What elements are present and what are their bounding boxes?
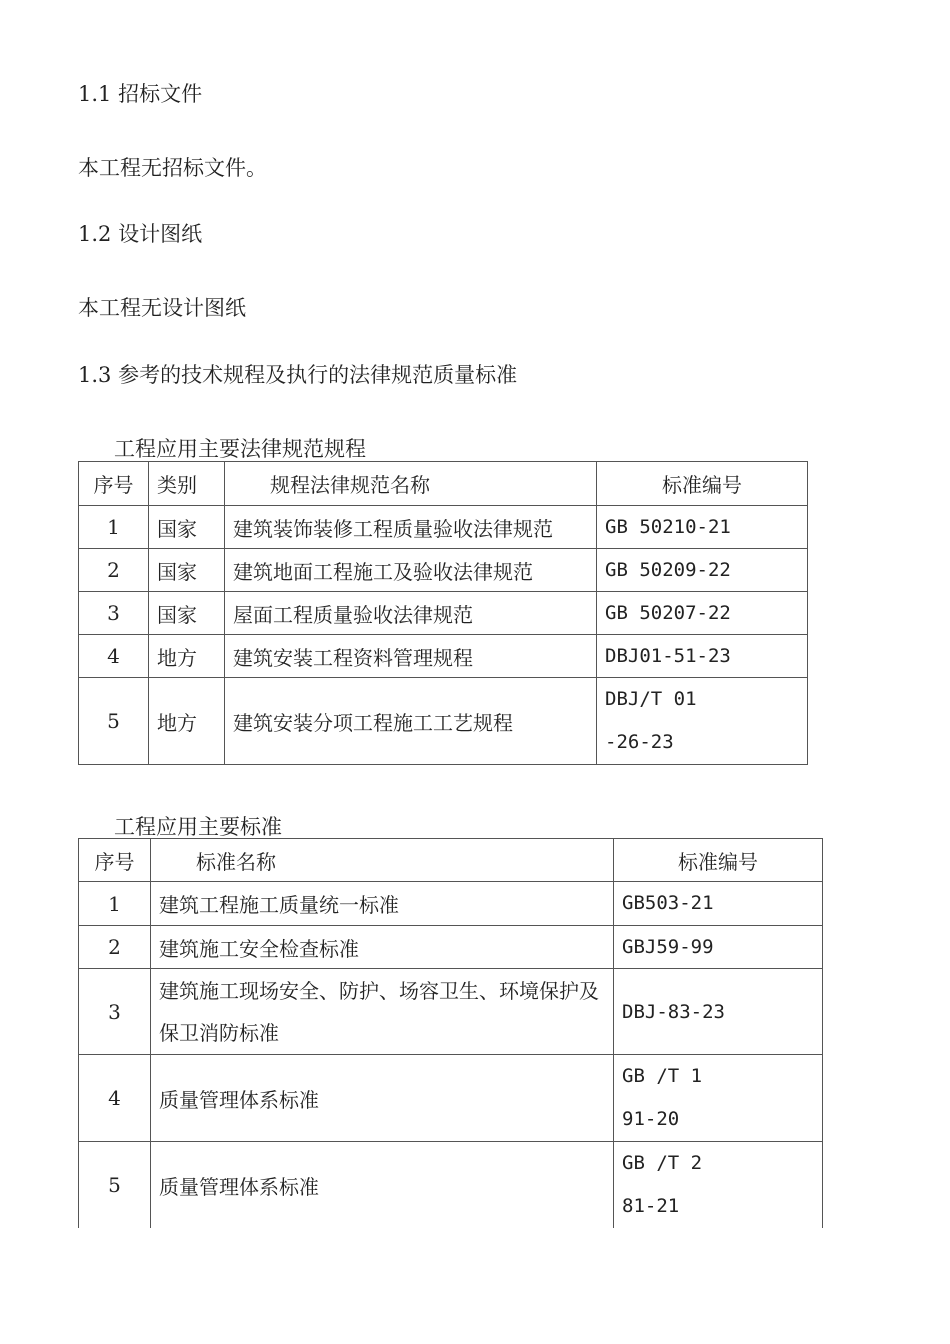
table-row	[79, 926, 823, 969]
header-code: 标准编号	[614, 839, 823, 882]
header-name: 标准名称	[151, 839, 614, 882]
row-code: GB 50210-21	[597, 506, 808, 549]
row-name: 质量管理体系标准	[151, 1142, 614, 1229]
row-seq: 3	[79, 592, 149, 635]
header-category: 类别	[149, 462, 225, 506]
row-category: 国家	[149, 592, 225, 635]
section-1-2-heading: 1.2 设计图纸	[78, 222, 203, 246]
row-code: GB503-21	[614, 882, 823, 926]
row-seq: 2	[79, 926, 151, 969]
section-1-1-body: 本工程无招标文件。	[78, 156, 267, 180]
row-code: GB 50209-22	[597, 549, 808, 592]
table-row	[79, 882, 823, 926]
row-seq: 2	[79, 549, 149, 592]
row-code: GBJ59-99	[614, 926, 823, 969]
row-name: 建筑施工安全检查标准	[151, 926, 614, 969]
row-code	[614, 1055, 823, 1142]
table-row	[79, 969, 823, 1055]
table-header-row	[79, 839, 823, 882]
regulations-table	[78, 461, 808, 765]
table-row	[79, 1055, 823, 1142]
row-seq: 1	[79, 506, 149, 549]
row-name: 质量管理体系标准	[151, 1055, 614, 1142]
table1-caption: 工程应用主要法律规范规程	[114, 437, 366, 461]
row-code	[597, 678, 808, 765]
table-header-row	[79, 462, 808, 506]
header-code: 标准编号	[597, 462, 808, 506]
row-category: 国家	[149, 549, 225, 592]
row-seq: 3	[79, 969, 151, 1055]
row-name: 建筑装饰装修工程质量验收法律规范	[225, 506, 597, 549]
row-code: DBJ01-51-23	[597, 635, 808, 678]
row-name: 建筑工程施工质量统一标准	[151, 882, 614, 926]
row-code	[614, 1142, 823, 1229]
header-name: 规程法律规范名称	[225, 462, 597, 506]
row-category: 地方	[149, 635, 225, 678]
header-seq: 序号	[79, 462, 149, 506]
row-category: 国家	[149, 506, 225, 549]
table2-caption: 工程应用主要标准	[114, 815, 282, 839]
row-code: GB 50207-22	[597, 592, 808, 635]
row-seq: 1	[79, 882, 151, 926]
row-seq: 4	[79, 1055, 151, 1142]
section-1-2-body: 本工程无设计图纸	[78, 296, 246, 320]
table-row	[79, 635, 808, 678]
standards-table	[78, 838, 823, 1228]
table-row	[79, 549, 808, 592]
section-1-3-heading: 1.3 参考的技术规程及执行的法律规范质量标准	[78, 363, 518, 387]
header-seq: 序号	[79, 839, 151, 882]
row-code-text: DBJ/T 01-26-23	[605, 688, 697, 753]
row-seq: 4	[79, 635, 149, 678]
row-seq: 5	[79, 678, 149, 765]
table-row	[79, 506, 808, 549]
row-name: 建筑安装工程资料管理规程	[225, 635, 597, 678]
row-category: 地方	[149, 678, 225, 765]
section-1-1-heading: 1.1 招标文件	[78, 82, 203, 106]
row-name: 建筑地面工程施工及验收法律规范	[225, 549, 597, 592]
row-name: 屋面工程质量验收法律规范	[225, 592, 597, 635]
row-name-text: 建筑施工现场安全、防护、场容卫生、环境保护及保卫消防标准	[159, 978, 599, 1045]
row-seq: 5	[79, 1142, 151, 1229]
table-row	[79, 678, 808, 765]
table-row	[79, 1142, 823, 1229]
table-row	[79, 592, 808, 635]
row-code-text: GB /T 281-21	[622, 1152, 703, 1217]
row-name	[151, 969, 614, 1055]
row-code-text: GB /T 191-20	[622, 1065, 703, 1130]
row-code: DBJ-83-23	[614, 969, 823, 1055]
row-name: 建筑安装分项工程施工工艺规程	[225, 678, 597, 765]
